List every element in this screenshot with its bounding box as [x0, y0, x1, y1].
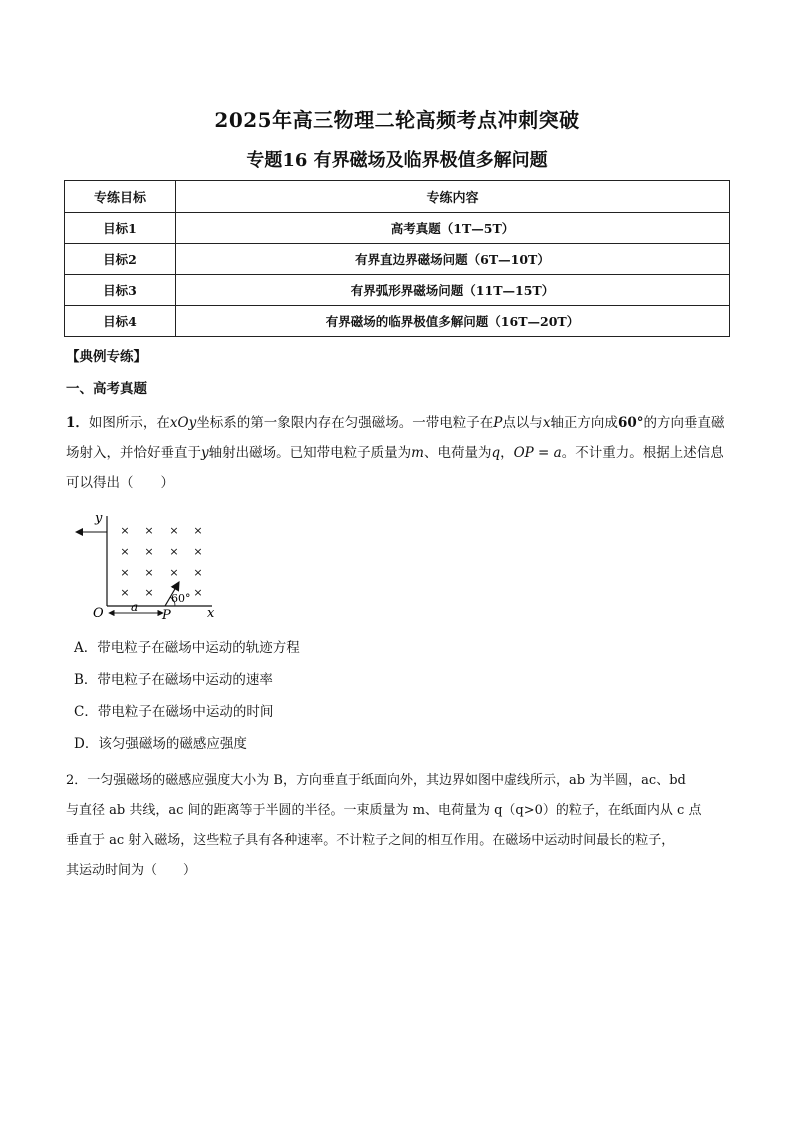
y-axis-label: y	[95, 511, 103, 526]
table-cell-goal: 目标1	[65, 213, 176, 244]
q2-line: 其运动时间为（ ）	[66, 863, 197, 878]
q1-var: q	[491, 445, 501, 461]
option-d: D．该匀强磁场的磁感应强度	[74, 736, 247, 752]
section-heading: 【典例专练】	[66, 349, 147, 365]
table-cell-goal: 目标3	[65, 275, 176, 306]
field-cross: ×	[169, 566, 179, 579]
page-subtitle: 专题16 有界磁场及临界极值多解问题	[246, 150, 548, 171]
angle-label: 60°	[171, 592, 191, 605]
table-cell-content: 高考真题（1T—5T）	[176, 213, 730, 244]
table-header-goal: 专练目标	[65, 181, 176, 213]
q1-var: 60°	[617, 415, 644, 431]
q1-text: =	[533, 445, 554, 461]
q1-text: 点以与	[502, 415, 543, 431]
distance-a-label: a	[131, 600, 139, 614]
q1-text: 轴射出磁场。已知带电粒子质量为	[208, 445, 412, 461]
q1-text: 的方向垂直磁场射入，并恰好垂直于	[66, 415, 725, 461]
q1-var: xOy	[169, 415, 197, 431]
option-c: C．带电粒子在磁场中运动的时间	[74, 704, 274, 720]
table-row	[65, 275, 730, 306]
goals-table	[64, 180, 730, 337]
q1-var: a	[553, 445, 562, 461]
field-cross: ×	[144, 545, 154, 558]
table-cell-goal: 目标4	[65, 306, 176, 337]
field-cross: ×	[169, 524, 179, 537]
question-number: 1．	[66, 415, 89, 431]
table-row	[65, 244, 730, 275]
q1-text: 轴正方向成	[550, 415, 618, 431]
q1-var: y	[201, 445, 209, 461]
table-cell-content: 有界直边界磁场问题（6T—10T）	[176, 244, 730, 275]
magnetic-field-figure	[66, 506, 226, 622]
page-title: 2025年高三物理二轮高频考点冲刺突破	[214, 108, 580, 132]
q1-var: OP	[513, 445, 534, 461]
origin-label: O	[93, 606, 104, 621]
field-cross: ×	[120, 545, 130, 558]
q2-line: 垂直于 ac 射入磁场，这些粒子具有各种速率。不计粒子之间的相互作用。在磁场中运动时间最长的粒子，	[66, 833, 675, 848]
field-cross: ×	[193, 566, 203, 579]
table-cell-content: 有界磁场的临界极值多解问题（16T—20T）	[176, 306, 730, 337]
q2-line: 与直径 ab 共线，ac 间的距离等于半圆的半径。一束质量为 m、电荷量为 q（q>0）的粒子，在纸面内从 c 点	[66, 803, 702, 818]
x-axis-label: x	[207, 606, 215, 621]
q1-text: 。不计重力。根据上述信息可以得出（ ）	[66, 445, 724, 491]
field-crosses	[120, 524, 202, 599]
field-cross: ×	[144, 524, 154, 537]
q1-var: P	[493, 415, 503, 431]
field-cross: ×	[144, 566, 154, 579]
table-header-content: 专练内容	[176, 181, 730, 213]
field-cross: ×	[120, 524, 130, 537]
question-2-stem	[66, 766, 732, 886]
field-cross: ×	[193, 524, 203, 537]
option-b: B．带电粒子在磁场中运动的速率	[74, 672, 273, 688]
field-cross: ×	[120, 566, 130, 579]
question-1-stem	[66, 408, 734, 498]
q1-var: x	[542, 415, 551, 431]
q1-text: 如图所示，在	[88, 415, 170, 431]
table-row	[65, 213, 730, 244]
table-cell-content: 有界弧形界磁场问题（11T—15T）	[176, 275, 730, 306]
table-header-row	[65, 181, 730, 213]
q1-text: ，	[500, 445, 514, 461]
table-cell-goal: 目标2	[65, 244, 176, 275]
field-cross: ×	[193, 545, 203, 558]
table-row	[65, 306, 730, 337]
field-cross: ×	[120, 586, 130, 599]
q2-line: 2．一匀强磁场的磁感应强度大小为 B，方向垂直于纸面向外，其边界如图中虚线所示，ab 为半圆，ac、bd	[66, 773, 686, 788]
point-p-label: P	[162, 608, 171, 622]
q1-text: 、电荷量为	[423, 445, 492, 461]
field-cross: ×	[193, 586, 203, 599]
field-cross: ×	[169, 545, 179, 558]
q1-text: 坐标系的第一象限内存在匀强磁场。一带电粒子在	[196, 415, 494, 431]
q1-var: m	[411, 445, 424, 461]
section-subheading: 一、高考真题	[66, 381, 147, 397]
field-cross: ×	[144, 586, 154, 599]
option-a: A．带电粒子在磁场中运动的轨迹方程	[74, 640, 300, 656]
